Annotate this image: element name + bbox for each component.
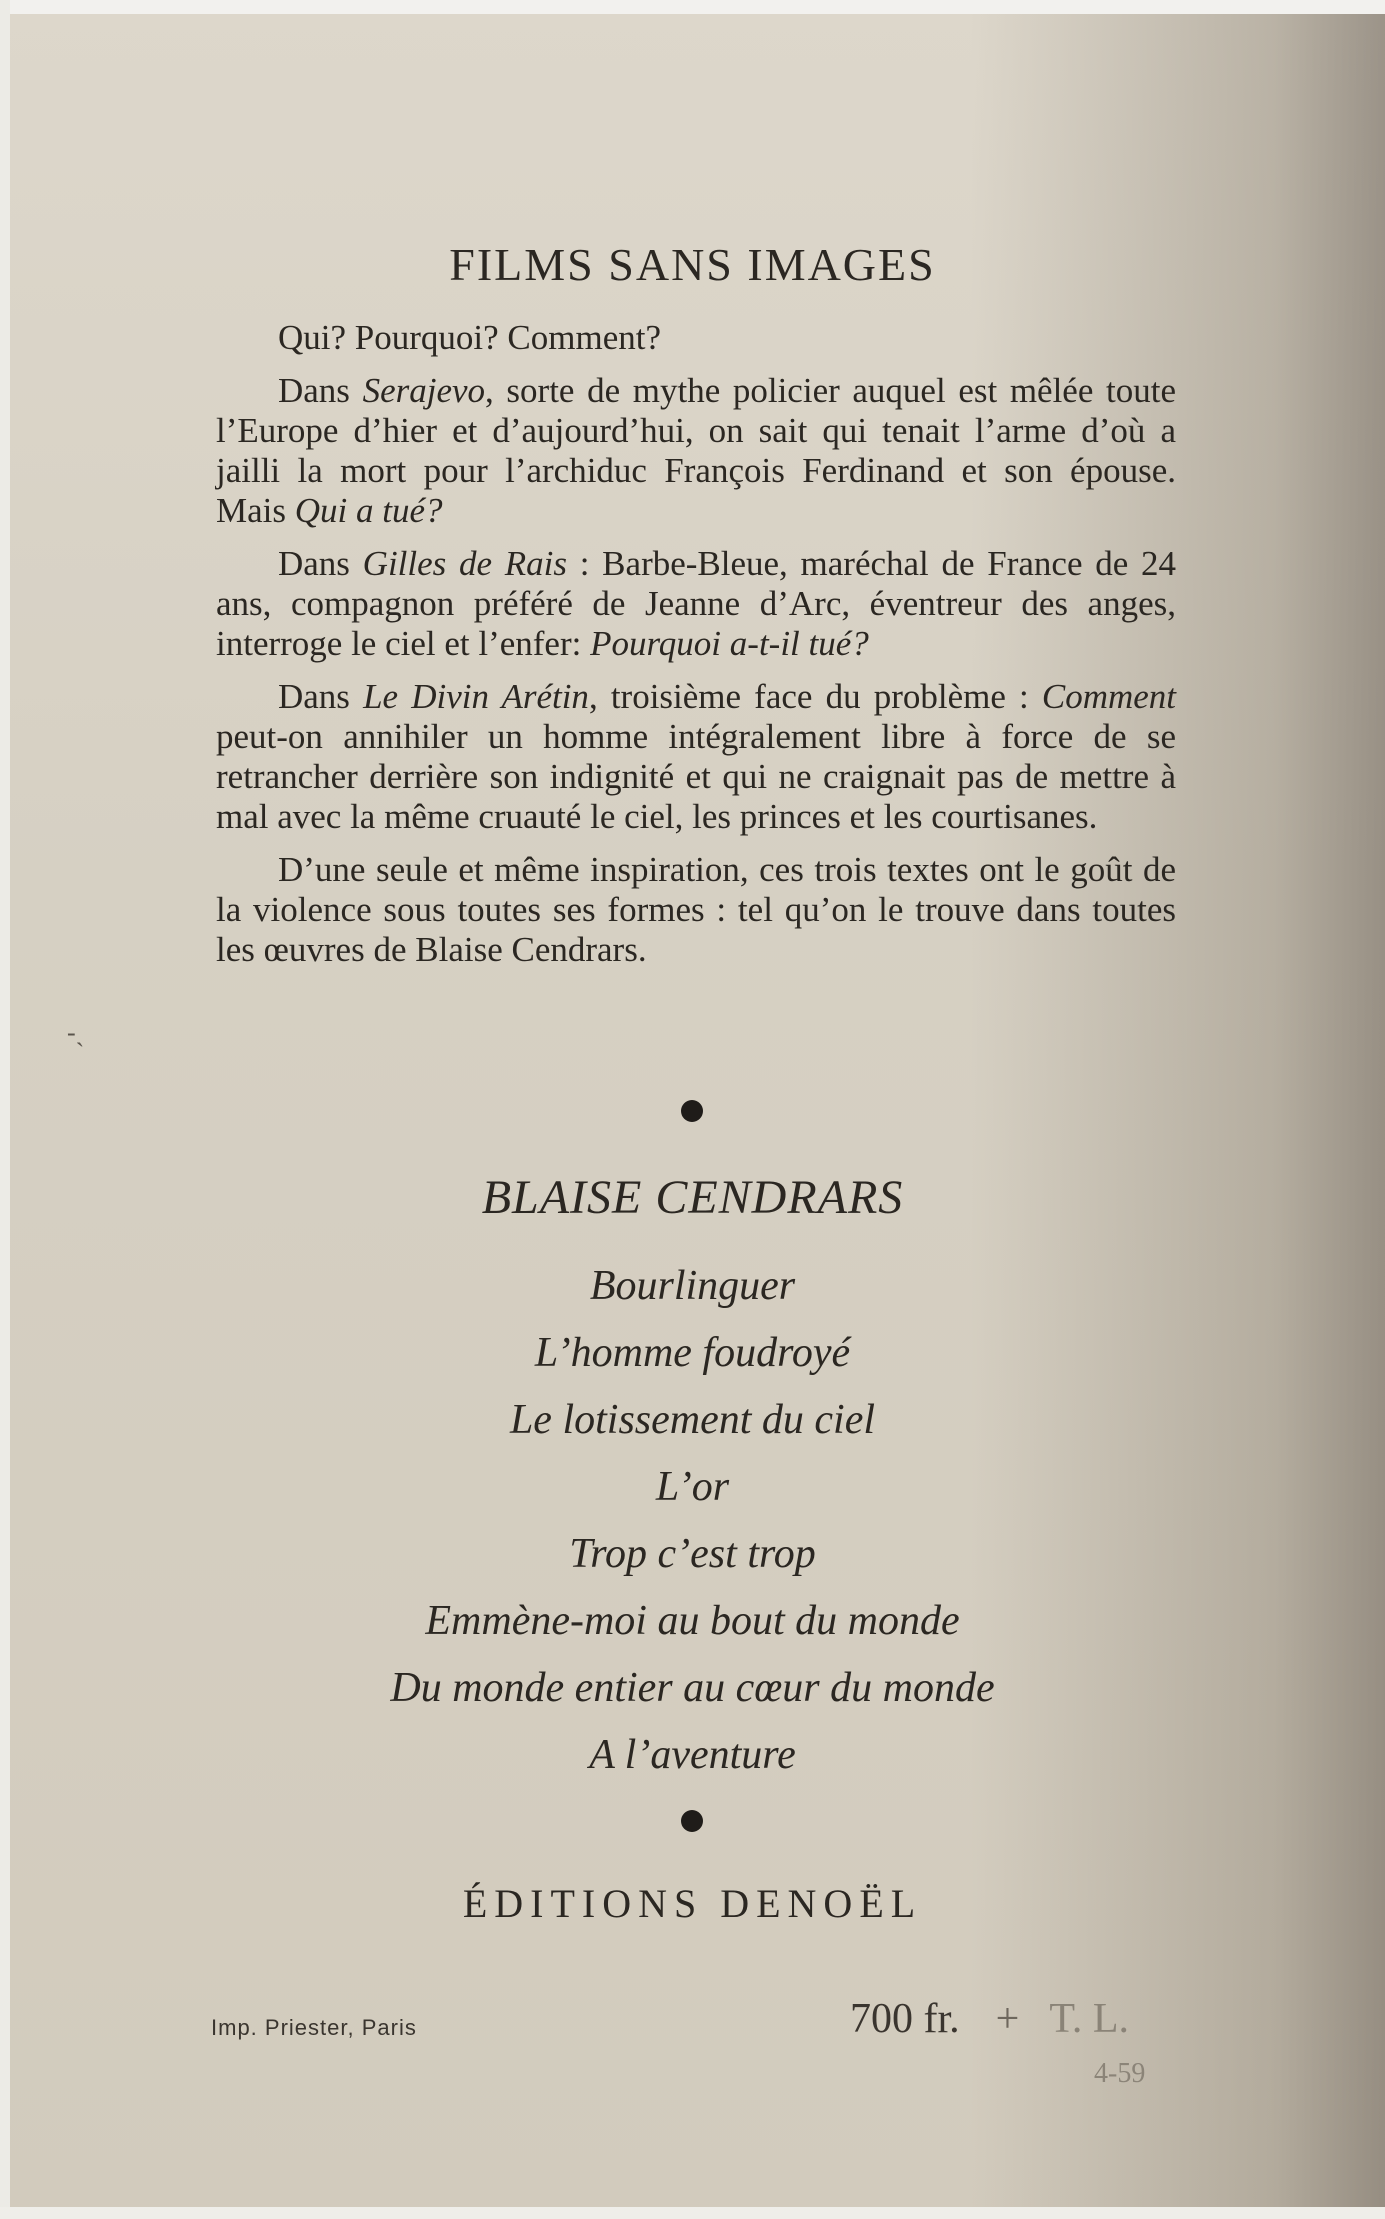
paragraph-conclusion: D’une seule et même inspiration, ces trois textes ont le goût de la violence sous toutes ses formes : tel qu’on le trouve dans toutes les œuvres de Blaise Cendrars. — [216, 850, 1176, 969]
price-plus: + — [995, 1996, 1020, 2042]
page-title: FILMS SANS IMAGES — [449, 239, 936, 290]
page-edge-bottom — [0, 2207, 1385, 2219]
price-line — [850, 1995, 1129, 2043]
paper-speck: -ˏ — [67, 1018, 85, 1047]
work-title: A l’aventure — [589, 1732, 796, 1778]
price-tax: T. L. — [1049, 1996, 1130, 2042]
works-list — [0, 1253, 1385, 1789]
work-title: Trop c’est trop — [569, 1531, 816, 1577]
author-name: BLAISE CENDRARS — [481, 1171, 904, 1224]
work-title: Emmène-moi au bout du monde — [425, 1598, 960, 1644]
work-title-serajevo: Serajevo — [362, 371, 486, 410]
bullet-dot-2 — [681, 1810, 703, 1832]
blurb — [216, 318, 1176, 983]
work-title-divin-aretin: Le Divin Arétin — [363, 677, 589, 716]
work-title: Du monde entier au cœur du monde — [390, 1665, 995, 1711]
intro-question: Qui? Pourquoi? Comment? — [278, 318, 662, 357]
publisher-name: ÉDITIONS DENOËL — [462, 1881, 923, 1926]
work-title-gilles-de-rais: Gilles de Rais — [362, 544, 567, 583]
page-edge-top — [0, 0, 1385, 14]
paragraph-divin-aretin: Dans Le Divin Arétin, troisième face du problème : Comment peut-on annihiler un homme intégralement libre à force de se retrancher derrière son indignité et qui ne craignait pas de mettre à mal avec la même cruauté le ciel, les princes et les courtisanes. — [216, 677, 1177, 836]
print-code: 4-59 — [1094, 2058, 1146, 2089]
work-title: L’or — [655, 1464, 730, 1510]
work-title: Le lotissement du ciel — [509, 1397, 876, 1443]
printer-credit: Imp. Priester, Paris — [211, 2015, 417, 2040]
work-title: Bourlinguer — [589, 1263, 796, 1309]
work-title: L’homme foudroyé — [534, 1330, 851, 1376]
price-value: 700 fr. — [850, 1996, 960, 2042]
question-comment: Comment — [1041, 677, 1177, 716]
question-qui: Qui a tué? — [294, 491, 443, 530]
question-pourquoi: Pourquoi a-t-il tué? — [590, 624, 869, 663]
paragraph-serajevo: Dans Serajevo, sorte de mythe policier auquel est mêlée toute l’Europe d’hier et d’aujourd’hui, on sait qui tenait l’arme d’où a jailli la mort pour l’archiduc François Ferdinand et son épouse. Mais Qui a tué? — [216, 371, 1176, 530]
bullet-dot-1 — [681, 1100, 703, 1122]
paragraph-gilles-de-rais: Dans Gilles de Rais : Barbe-Bleue, maréchal de France de 24 ans, compagnon préféré de Jeanne d’Arc, éventreur des anges, interroge le ciel et l’enfer: Pourquoi a-t-il tué? — [216, 544, 1176, 663]
